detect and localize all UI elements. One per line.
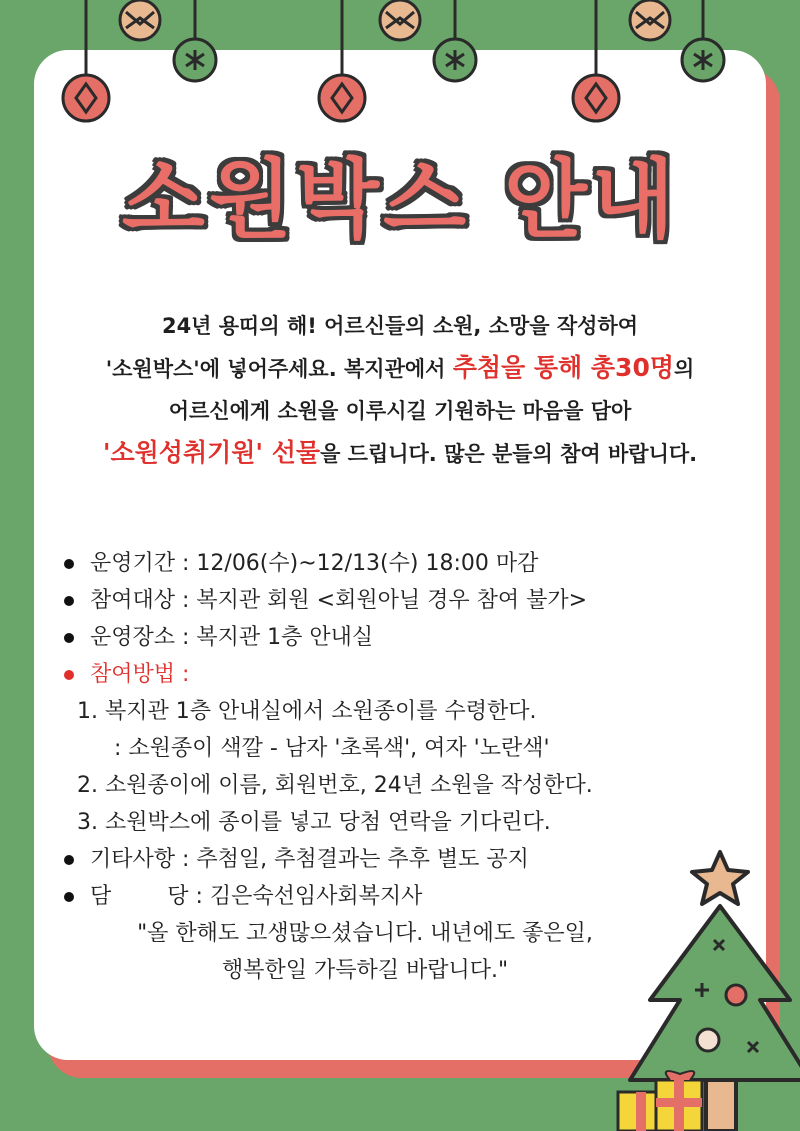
intro-line-1: 24년 용띠의 해! 어르신들의 소원, 소망을 작성하여 bbox=[161, 314, 639, 338]
intro-line-4 bbox=[34, 432, 766, 475]
bullet-icon bbox=[64, 633, 74, 643]
ornament-red-icon bbox=[63, 75, 619, 121]
detail-period-text: 운영기간 : 12/06(수)~12/13(수) 18:00 마감 bbox=[90, 551, 539, 576]
ornament-green-icon bbox=[174, 39, 724, 81]
closing-line-1: "올 한해도 고생많으셨습니다. 내년에도 좋은일, bbox=[137, 921, 593, 946]
intro-highlight-gift: '소원성취기원' 선물 bbox=[102, 438, 321, 467]
page-title: 소원박스 안내 bbox=[121, 150, 679, 250]
bullet-icon bbox=[64, 559, 74, 569]
intro-highlight-winners: 추첨을 통해 총30명 bbox=[452, 353, 674, 382]
bullet-icon bbox=[64, 855, 74, 865]
intro-line-3: 어르신에게 소원을 이루시길 기원하는 마음을 담아 bbox=[168, 399, 632, 423]
detail-location bbox=[60, 619, 750, 656]
method-step-3: 3. 소원박스에 종이를 넣고 당첨 연락을 기다린다. bbox=[77, 810, 551, 835]
intro-line-2a: '소원박스'에 넣어주세요. 복지관에서 bbox=[105, 357, 453, 381]
detail-location-text: 운영장소 : 복지관 1층 안내실 bbox=[90, 625, 374, 650]
method-step-1: 1. 복지관 1층 안내실에서 소원종이를 수령한다. bbox=[77, 699, 537, 724]
intro-text bbox=[34, 305, 766, 475]
intro-line-4b: 을 드립니다. 많은 분들의 참여 바랍니다. bbox=[320, 442, 698, 466]
method-step-2: 2. 소원종이에 이름, 회원번호, 24년 소원을 작성한다. bbox=[77, 773, 593, 798]
intro-line-2 bbox=[34, 347, 766, 390]
bullet-icon bbox=[64, 670, 74, 680]
detail-period bbox=[60, 545, 750, 582]
intro-line-2b: 의 bbox=[674, 357, 695, 381]
detail-etc-text: 기타사항 : 추첨일, 추첨결과는 추후 별도 공지 bbox=[90, 847, 529, 872]
bullet-icon bbox=[64, 892, 74, 902]
closing-line-2: 행복한일 가득하길 바랍니다." bbox=[221, 958, 509, 983]
method-step-1-note: : 소원종이 색깔 - 남자 '초록색', 여자 '노란색' bbox=[114, 736, 550, 761]
detail-target-text: 참여대상 : 복지관 회원 <회원아닐 경우 참여 불가> bbox=[90, 588, 588, 613]
detail-target bbox=[60, 582, 750, 619]
hanging-ornaments bbox=[0, 0, 800, 130]
detail-method bbox=[60, 656, 750, 693]
christmas-tree-icon bbox=[610, 840, 800, 1131]
detail-manager-text: 담 당 : 김은숙선임사회복지사 bbox=[90, 884, 423, 909]
detail-method-label: 참여방법 : bbox=[90, 662, 190, 687]
ornament-tan-icon bbox=[120, 0, 670, 40]
bullet-icon bbox=[64, 596, 74, 606]
